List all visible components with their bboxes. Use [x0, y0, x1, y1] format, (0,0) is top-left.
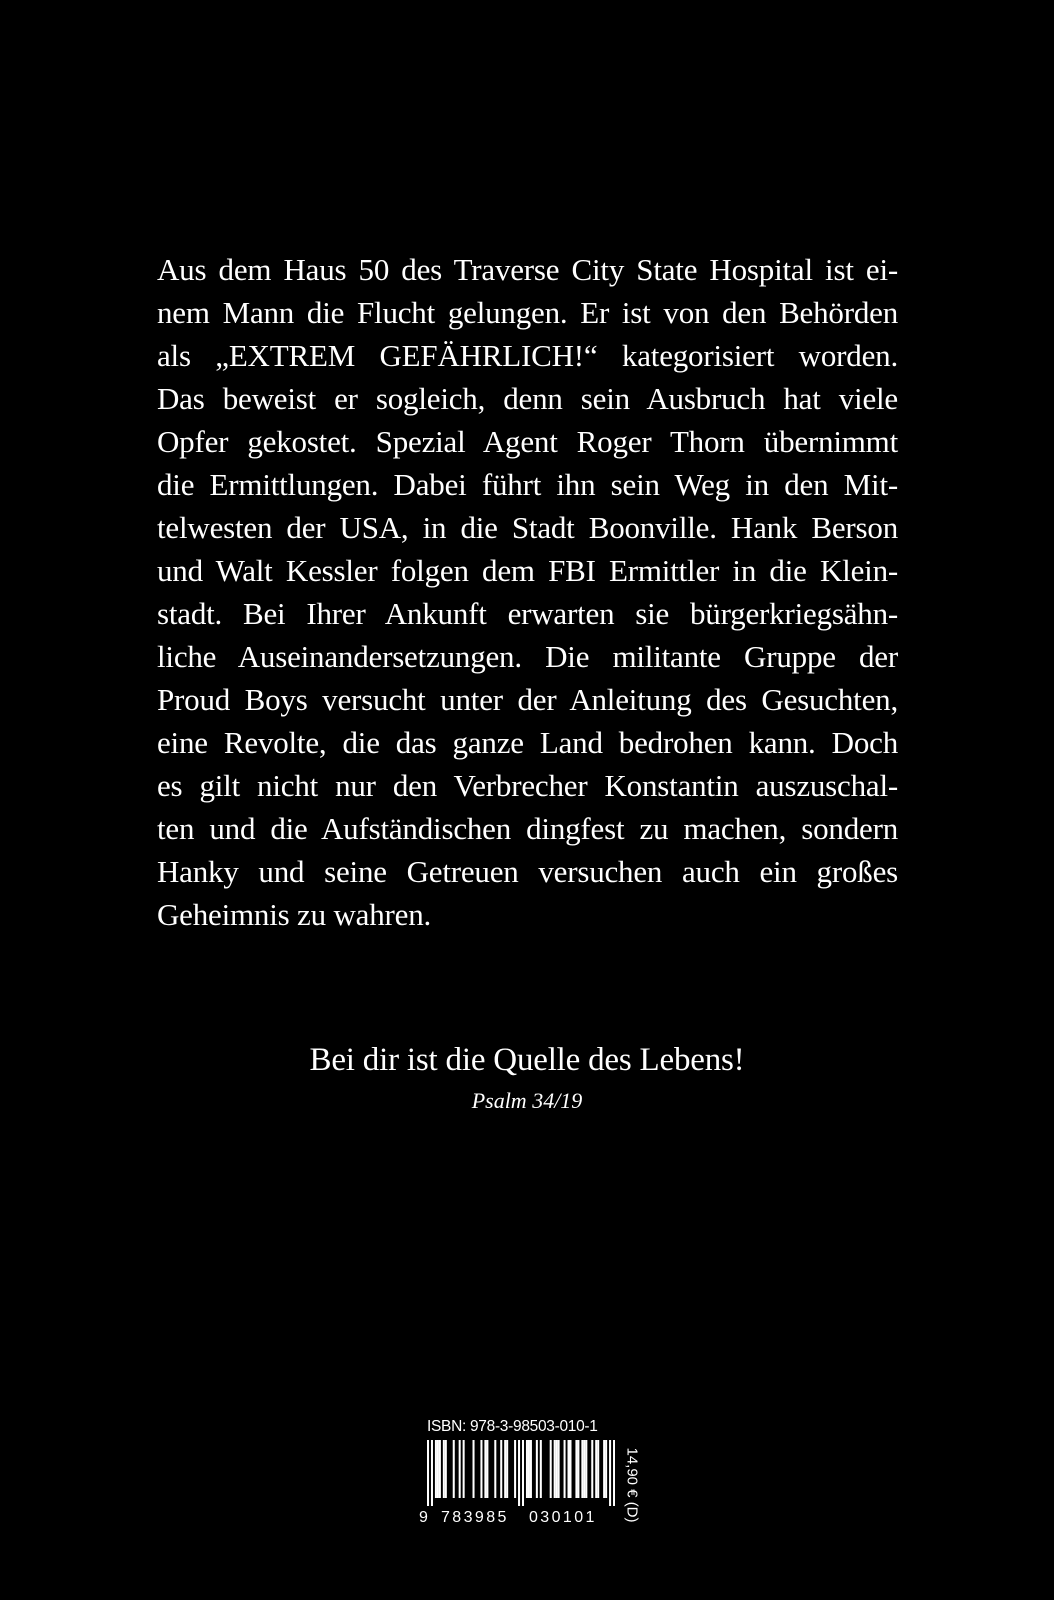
barcode-bar — [453, 1440, 455, 1498]
barcode-bar — [577, 1440, 579, 1498]
barcode-bar — [500, 1440, 502, 1498]
barcode-bar — [603, 1440, 605, 1498]
barcode-bar — [518, 1440, 520, 1506]
barcode-bar — [575, 1440, 577, 1498]
barcode-bar — [597, 1440, 599, 1498]
barcode-bar — [568, 1440, 570, 1498]
barcode-bar — [480, 1440, 482, 1498]
barcode-digits — [419, 1508, 623, 1528]
barcode-bar — [494, 1440, 496, 1498]
barcode-bar — [484, 1440, 486, 1498]
blurb-line: und Walt Kessler folgen dem FBI Ermittler in die Klein- — [157, 553, 898, 588]
barcode-digits-left: 783985 — [441, 1509, 509, 1526]
barcode-bar — [605, 1440, 607, 1498]
barcode-bar — [522, 1440, 524, 1506]
bible-quote: Bei dir ist die Quelle des Lebens! — [309, 1042, 745, 1078]
barcode-bar — [431, 1440, 433, 1506]
isbn-block — [419, 1418, 645, 1528]
barcode-digit-first: 9 — [419, 1509, 428, 1526]
barcode-bar — [427, 1440, 429, 1506]
barcode-bar — [504, 1440, 506, 1498]
barcode-bar — [486, 1440, 488, 1498]
blurb-text — [157, 248, 898, 936]
blurb-line: Hanky und seine Getreuen versuchen auch ein großes — [157, 854, 898, 889]
barcode-bar — [473, 1440, 475, 1498]
barcode-bar — [443, 1440, 445, 1498]
barcode-bar — [550, 1440, 552, 1498]
blurb-line: nem Mann die Flucht gelungen. Er ist von den Behörden — [157, 295, 898, 330]
barcode-bar — [613, 1440, 615, 1506]
blurb-line: Proud Boys versucht unter der Anleitung des Gesuchten, — [157, 682, 898, 717]
barcode-bar — [564, 1440, 566, 1498]
barcode-bar — [435, 1440, 437, 1498]
blurb-line: telwesten der USA, in die Stadt Boonville. Hank Berson — [157, 510, 898, 545]
blurb-line: ten und die Aufständischen dingfest zu machen, sondern — [157, 811, 898, 846]
barcode-bar — [530, 1440, 532, 1498]
blurb-line: eine Revolte, die das ganze Land bedrohen kann. Doch — [157, 725, 898, 760]
barcode-bar — [506, 1440, 508, 1498]
blurb-line: Das beweist er sogleich, denn sein Ausbruch hat viele — [157, 381, 898, 416]
barcode-bar — [526, 1440, 528, 1498]
isbn-label: ISBN: 978-3-98503-010-1 — [427, 1418, 598, 1435]
price-text: 14,90 € (D) — [623, 1447, 641, 1523]
barcode-bar — [463, 1440, 465, 1498]
barcode-bar — [528, 1440, 530, 1498]
barcode-bar — [569, 1440, 571, 1498]
barcode-bar — [558, 1440, 560, 1498]
blurb-line: Geheimnis zu wahren. — [157, 897, 432, 932]
barcode-bar — [540, 1440, 542, 1498]
barcode-bar — [445, 1440, 447, 1498]
barcode-bar — [437, 1440, 439, 1498]
barcode-bar — [591, 1440, 593, 1498]
blurb-line: als „EXTREM GEFÄHRLICH!“ kategorisiert worden. — [157, 338, 898, 373]
blurb-line: Opfer gekostet. Spezial Agent Roger Thorn übernimmt — [157, 424, 898, 459]
barcode-bar — [459, 1440, 461, 1498]
quote-source: Psalm 34/19 — [471, 1088, 583, 1113]
barcode-bar — [554, 1440, 556, 1498]
barcode-bar — [536, 1440, 538, 1498]
barcode — [427, 1440, 615, 1506]
blurb-line: Aus dem Haus 50 des Traverse City State Hospital ist ei- — [157, 252, 898, 287]
blurb-line: die Ermittlungen. Dabei führt ihn sein Weg in den Mit- — [157, 467, 898, 502]
blurb-line: liche Auseinandersetzungen. Die militante Gruppe der — [157, 639, 898, 674]
barcode-bar — [556, 1440, 558, 1498]
blurb-line: es gilt nicht nur den Verbrecher Konstantin auszuschal- — [157, 768, 898, 803]
blurb-line: stadt. Bei Ihrer Ankunft erwarten sie bürgerkriegsähn- — [157, 596, 898, 631]
barcode-bar — [583, 1440, 585, 1498]
barcode-bar — [514, 1440, 516, 1498]
barcode-bar — [595, 1440, 597, 1498]
price-label — [622, 1440, 642, 1530]
barcode-bar — [585, 1440, 587, 1498]
barcode-bar — [581, 1440, 583, 1498]
barcode-bar — [609, 1440, 611, 1506]
barcode-digits-right: 030101 — [529, 1509, 597, 1526]
barcode-bar — [439, 1440, 441, 1498]
